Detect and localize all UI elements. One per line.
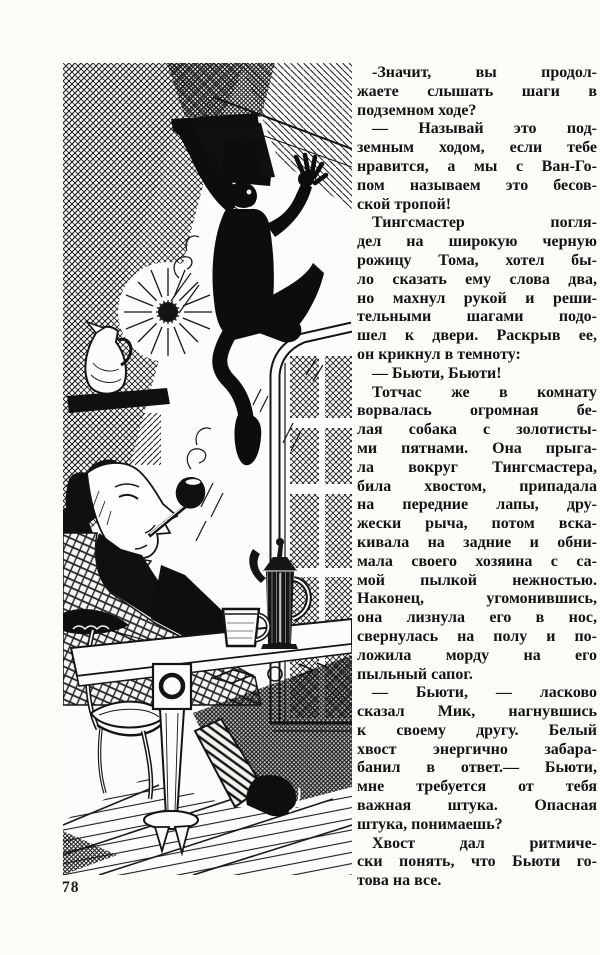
text-line: — Бьюти, — ласково xyxy=(372,684,597,702)
text-line: он крикнул в темноту: xyxy=(357,345,521,363)
text-line: ла вокруг Тингсмастера, xyxy=(357,458,597,476)
text-line: мой пылкой нежностью. xyxy=(357,571,597,589)
text-line: сказал Мик, нагнувшись xyxy=(357,703,597,721)
text-line: ло сказать ему слова два, xyxy=(357,270,597,288)
text-line: к своему другу. Белый xyxy=(357,721,597,739)
text-line: подземном ходе? xyxy=(357,101,477,119)
text-line: ски понять, что Бьюти го- xyxy=(357,853,597,871)
text-line: тельными шагами подо- xyxy=(357,308,597,326)
text-line: ложила морду на его xyxy=(357,646,597,664)
page-number: 78 xyxy=(62,879,80,896)
text-line: пыльный сапог. xyxy=(357,665,473,683)
text-line: нравится, а мы с Ван-Го- xyxy=(357,157,597,175)
text-line: рожицу Тома, хотел бы- xyxy=(357,251,597,269)
paragraph xyxy=(357,214,597,364)
text-line: кивала на задние и обни- xyxy=(357,533,597,551)
text-line: — Бьюти, Бьюти! xyxy=(372,364,502,382)
text-line: хвост энергично забара- xyxy=(357,740,597,758)
paragraph xyxy=(357,365,597,384)
text-line: мала своего хозяина с са- xyxy=(357,552,597,570)
text-line: на передние лапы, дру- xyxy=(357,496,597,514)
book-illustration xyxy=(63,63,352,875)
paragraph xyxy=(357,64,597,120)
figure-eye xyxy=(247,190,252,195)
text-line: ми пятнами. Она прыга- xyxy=(357,439,597,457)
text-line: жаете слышать шаги в xyxy=(357,82,597,100)
paragraph xyxy=(357,384,597,685)
text-line: -Значит, вы продол- xyxy=(372,64,597,81)
text-line: важная штука. Опасная xyxy=(357,797,597,815)
text-line: Тотчас же в комнату xyxy=(372,383,597,401)
text-line: но махнул рукой и реши- xyxy=(357,289,597,307)
text-line: Наконец, угомонившись, xyxy=(357,590,597,608)
paragraph xyxy=(357,120,597,214)
text-line: това на все. xyxy=(357,872,442,890)
text-line: шел к двери. Раскрыв ее, xyxy=(357,327,597,345)
text-line: она лизнула его в нос, xyxy=(357,609,597,627)
text-line: штука, понимаешь? xyxy=(357,815,503,833)
text-line: лая собака с золотисты- xyxy=(357,421,597,439)
text-line: свернулась на полу и по- xyxy=(357,627,597,645)
text-line: Тингсмастер погля- xyxy=(372,214,597,232)
text-column xyxy=(357,64,597,891)
text-line: пом называем это бесов- xyxy=(357,176,597,194)
text-line: банил в ответ.— Бьюти, xyxy=(357,759,597,777)
text-line: ской тропой! xyxy=(357,195,452,213)
paragraph xyxy=(357,835,597,891)
paragraph xyxy=(357,684,597,834)
text-line: — Называй это под- xyxy=(372,120,597,138)
text-line: ворвалась огромная бе- xyxy=(357,402,597,420)
text-line: земным ходом, если тебе xyxy=(357,139,597,157)
text-line: дел на широкую черную xyxy=(357,233,597,251)
text-line: била хвостом, припадала xyxy=(357,477,597,495)
text-line: Хвост дал ритмиче- xyxy=(372,834,597,852)
text-line: жески рыча, потом вска- xyxy=(357,515,597,533)
text-line: мне требуется от тебя xyxy=(357,778,597,796)
